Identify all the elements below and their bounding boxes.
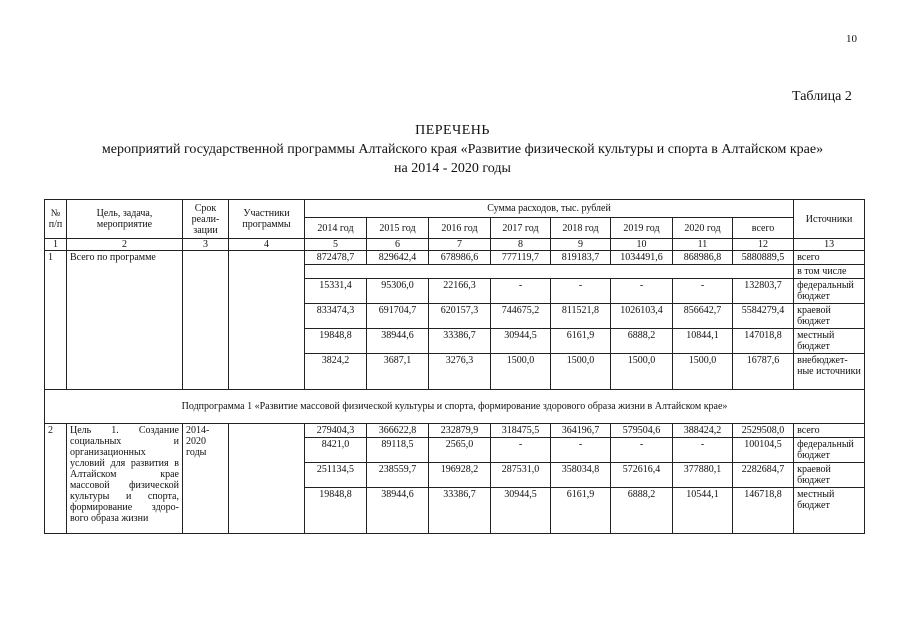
column-number: 9 — [551, 239, 611, 251]
cell-value: 1500,0 — [491, 354, 551, 390]
header-no: № п/п — [45, 200, 67, 239]
column-number: 12 — [733, 239, 794, 251]
table-row — [45, 251, 865, 265]
cell-value: 833474,3 — [305, 304, 367, 329]
cell-value: 238559,7 — [367, 463, 429, 488]
cell-value: 868986,8 — [673, 251, 733, 265]
cell-source: в том числе — [794, 265, 865, 279]
subprogram-row — [45, 390, 865, 424]
cell-value: - — [491, 438, 551, 463]
cell-value: 19848,8 — [305, 329, 367, 354]
cell-value: - — [491, 279, 551, 304]
cell-empty — [305, 265, 794, 279]
header-term: Срок реали- зации — [183, 200, 229, 239]
table-label: Таблица 2 — [792, 89, 852, 104]
cell-value: 856642,7 — [673, 304, 733, 329]
cell-value: 287531,0 — [491, 463, 551, 488]
row-number: 1 — [45, 251, 67, 390]
header-sum-group: Сумма расходов, тыс. рублей — [305, 200, 794, 218]
cell-value: 744675,2 — [491, 304, 551, 329]
cell-total: 2282684,7 — [733, 463, 794, 488]
header-total: всего — [733, 218, 794, 239]
cell-value: 10844,1 — [673, 329, 733, 354]
cell-value: 6161,9 — [551, 329, 611, 354]
cell-total: 132803,7 — [733, 279, 794, 304]
title-line-3: на 2014 - 2020 годы — [394, 161, 511, 176]
column-number: 6 — [367, 239, 429, 251]
header-year: 2020 год — [673, 218, 733, 239]
cell-value: 196928,2 — [429, 463, 491, 488]
row-term: 2014- 2020 годы — [183, 424, 229, 534]
cell-value: 366622,8 — [367, 424, 429, 438]
cell-value: 1500,0 — [611, 354, 673, 390]
header-year: 2016 год — [429, 218, 491, 239]
header-year: 2015 год — [367, 218, 429, 239]
cell-value: 777119,7 — [491, 251, 551, 265]
cell-value: 10544,1 — [673, 488, 733, 534]
row-goal: Всего по программе — [67, 251, 183, 390]
cell-value: 8421,0 — [305, 438, 367, 463]
cell-value: 2565,0 — [429, 438, 491, 463]
cell-value: - — [611, 438, 673, 463]
title-line-2: мероприятий государственной программы Алтайского края «Развитие физической культуры и спорта в Алтайском крае» — [101, 142, 824, 157]
column-number: 11 — [673, 239, 733, 251]
row-term — [183, 251, 229, 390]
column-number: 3 — [183, 239, 229, 251]
cell-value: 572616,4 — [611, 463, 673, 488]
cell-value: - — [551, 279, 611, 304]
cell-value: 364196,7 — [551, 424, 611, 438]
cell-value: - — [551, 438, 611, 463]
cell-source: федеральный бюджет — [794, 438, 865, 463]
header-participants: Участники программы — [229, 200, 305, 239]
cell-value: 3276,3 — [429, 354, 491, 390]
row-participants — [229, 424, 305, 534]
cell-value: 819183,7 — [551, 251, 611, 265]
cell-value: 811521,8 — [551, 304, 611, 329]
row-goal: Цель 1. Создание социальных и организационных условий для развития в Алтайском крае массовой физической культуры и спорта, формирование здоро- вого образа жизни — [67, 424, 183, 534]
cell-value: 30944,5 — [491, 329, 551, 354]
cell-value: 678986,6 — [429, 251, 491, 265]
column-numbers-row — [45, 239, 865, 251]
cell-value: 6888,2 — [611, 329, 673, 354]
cell-total: 147018,8 — [733, 329, 794, 354]
cell-value: 1026103,4 — [611, 304, 673, 329]
column-number: 5 — [305, 239, 367, 251]
column-number: 13 — [794, 239, 865, 251]
cell-source: всего — [794, 424, 865, 438]
cell-value: - — [673, 438, 733, 463]
cell-source: краевой бюджет — [794, 463, 865, 488]
cell-value: 620157,3 — [429, 304, 491, 329]
cell-source: краевой бюджет — [794, 304, 865, 329]
cell-value: 89118,5 — [367, 438, 429, 463]
header-year: 2014 год — [305, 218, 367, 239]
cell-value: 388424,2 — [673, 424, 733, 438]
cell-total: 2529508,0 — [733, 424, 794, 438]
cell-value: 872478,7 — [305, 251, 367, 265]
row-participants — [229, 251, 305, 390]
cell-value: 1034491,6 — [611, 251, 673, 265]
cell-value: 377880,1 — [673, 463, 733, 488]
cell-value: 33386,7 — [429, 488, 491, 534]
cell-total: 5584279,4 — [733, 304, 794, 329]
cell-value: 232879,9 — [429, 424, 491, 438]
cell-value: 358034,8 — [551, 463, 611, 488]
cell-value: 95306,0 — [367, 279, 429, 304]
document-title — [0, 121, 905, 178]
cell-value: 3824,2 — [305, 354, 367, 390]
column-number: 1 — [45, 239, 67, 251]
header-sources: Источники — [794, 200, 865, 239]
cell-value: 30944,5 — [491, 488, 551, 534]
cell-total: 146718,8 — [733, 488, 794, 534]
cell-value: 33386,7 — [429, 329, 491, 354]
cell-value: 19848,8 — [305, 488, 367, 534]
cell-value: 15331,4 — [305, 279, 367, 304]
cell-source: внебюджет- ные источники — [794, 354, 865, 390]
cell-value: 22166,3 — [429, 279, 491, 304]
cell-value: 251134,5 — [305, 463, 367, 488]
row-number: 2 — [45, 424, 67, 534]
page-number: 10 — [846, 33, 857, 45]
cell-source: федеральный бюджет — [794, 279, 865, 304]
cell-value: 691704,7 — [367, 304, 429, 329]
header-goal: Цель, задача, мероприятие — [67, 200, 183, 239]
cell-value: 38944,6 — [367, 329, 429, 354]
table-header — [45, 200, 865, 251]
column-number: 8 — [491, 239, 551, 251]
header-year: 2019 год — [611, 218, 673, 239]
cell-source: всего — [794, 251, 865, 265]
cell-value: - — [673, 279, 733, 304]
activities-table — [44, 199, 865, 534]
cell-value: - — [611, 279, 673, 304]
header-year: 2017 год — [491, 218, 551, 239]
cell-value: 579504,6 — [611, 424, 673, 438]
cell-source: местный бюджет — [794, 488, 865, 534]
column-number: 10 — [611, 239, 673, 251]
cell-total: 5880889,5 — [733, 251, 794, 265]
cell-total: 16787,6 — [733, 354, 794, 390]
header-year: 2018 год — [551, 218, 611, 239]
cell-value: 829642,4 — [367, 251, 429, 265]
cell-value: 279404,3 — [305, 424, 367, 438]
cell-source: местный бюджет — [794, 329, 865, 354]
column-number: 7 — [429, 239, 491, 251]
column-number: 2 — [67, 239, 183, 251]
cell-value: 38944,6 — [367, 488, 429, 534]
column-number: 4 — [229, 239, 305, 251]
subprogram-title: Подпрограмма 1 «Развитие массовой физической культуры и спорта, формирование здорового образа жизни в Алтайском крае» — [45, 390, 865, 424]
cell-value: 6161,9 — [551, 488, 611, 534]
cell-value: 3687,1 — [367, 354, 429, 390]
cell-value: 6888,2 — [611, 488, 673, 534]
cell-value: 1500,0 — [551, 354, 611, 390]
title-heading: ПЕРЕЧЕНЬ — [415, 123, 490, 138]
cell-total: 100104,5 — [733, 438, 794, 463]
cell-value: 1500,0 — [673, 354, 733, 390]
cell-value: 318475,5 — [491, 424, 551, 438]
table-row — [45, 424, 865, 438]
